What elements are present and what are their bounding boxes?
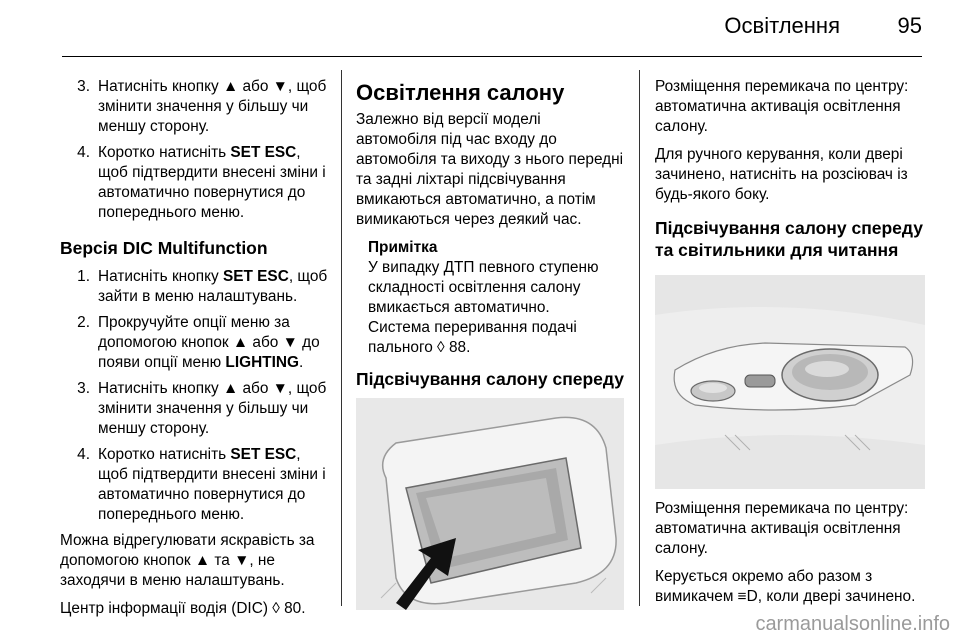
- note-reference: Система переривання подачі пального ◊ 88.: [368, 319, 577, 356]
- paragraph-interior-intro: Залежно від версії моделі автомобіля під час входу до автомобіля та виходу з нього передні та задні ліхтарі підсвічування вмикаються автоматично, а потім вимикаються через деякий час.: [356, 111, 624, 228]
- step-text: Коротко натисніть SET ESC, щоб підтвердити внесені зміни і автоматично повернутися до попереднього меню.: [98, 144, 326, 221]
- column-left: [60, 77, 328, 627]
- step-number: 4.: [77, 446, 90, 463]
- column-divider-1: [341, 70, 342, 606]
- step-number: 3.: [77, 380, 90, 397]
- step-item: [60, 379, 328, 439]
- courtesy-light-graphic: [356, 398, 624, 610]
- paragraph-switch-center: Розміщення перемикача по центру: автоматична активація освітлення салону.: [655, 78, 909, 135]
- step-list-a: [60, 77, 328, 223]
- paragraph-dic-reference: Центр інформації водія (DIC) ◊ 80.: [60, 600, 306, 617]
- step-list-b: [60, 267, 328, 525]
- subheading-front-courtesy: Підсвічування салону спереду: [356, 369, 624, 389]
- step-item: [60, 267, 328, 307]
- step-number: 4.: [77, 144, 90, 161]
- step-item: [60, 313, 328, 373]
- step-text: Прокручуйте опції меню за допомогою кнопок ▲ або ▼ до появи опції меню LIGHTING.: [98, 314, 320, 371]
- step-item: [60, 445, 328, 525]
- column-right: [655, 77, 925, 615]
- paragraph-manual-control: Для ручного керування, коли двері зачинено, натисніть на розсіювач із будь-якого боку.: [655, 146, 908, 203]
- paragraph-brightness: Можна відрегулювати яскравість за допомогою кнопок ▲ та ▼, не заходячи в меню налаштувань.: [60, 532, 315, 589]
- paragraph-switch-center-2: Розміщення перемикача по центру: автоматична активація освітлення салону.: [655, 500, 909, 557]
- reading-light-graphic: [655, 275, 925, 489]
- heading-interior-lighting: Освітлення салону: [356, 80, 565, 105]
- step-number: 2.: [77, 314, 90, 331]
- heading-reading-lights: Підсвічування салону спереду та світильники для читання: [655, 218, 923, 260]
- page-header-title: Освітлення: [724, 13, 840, 38]
- step-number: 3.: [77, 78, 90, 95]
- step-text: Натисніть кнопку SET ESC, щоб зайти в меню налаштувань.: [98, 268, 328, 305]
- step-item: [60, 77, 328, 137]
- reading-lights-illustration: [655, 275, 925, 489]
- watermark-text: carmanualsonline.info: [755, 613, 950, 635]
- note-box: [368, 238, 624, 358]
- step-text: Натисніть кнопку ▲ або ▼, щоб змінити значення у більшу чи меншу сторону.: [98, 78, 327, 135]
- page-number: 95: [897, 13, 922, 38]
- column-middle: [356, 80, 624, 610]
- note-label: Примітка: [368, 239, 438, 256]
- paragraph-switch-control: Керується окремо або разом з вимикачем ≡D, коли двері зачинено.: [655, 568, 916, 605]
- note-text: У випадку ДТП певного ступеню складності освітлення салону вмикається автоматично.: [368, 259, 599, 316]
- column-divider-2: [639, 70, 640, 606]
- front-courtesy-light-illustration: [356, 398, 624, 610]
- step-item: [60, 143, 328, 223]
- section-heading-dic: Версія DIC Multifunction: [60, 238, 268, 258]
- step-text: Натисніть кнопку ▲ або ▼, щоб змінити значення у більшу чи меншу сторону.: [98, 380, 327, 437]
- step-number: 1.: [77, 268, 90, 285]
- step-text: Коротко натисніть SET ESC, щоб підтвердити внесені зміни і автоматично повернутися до попереднього меню.: [98, 446, 326, 523]
- header-rule: [62, 56, 922, 57]
